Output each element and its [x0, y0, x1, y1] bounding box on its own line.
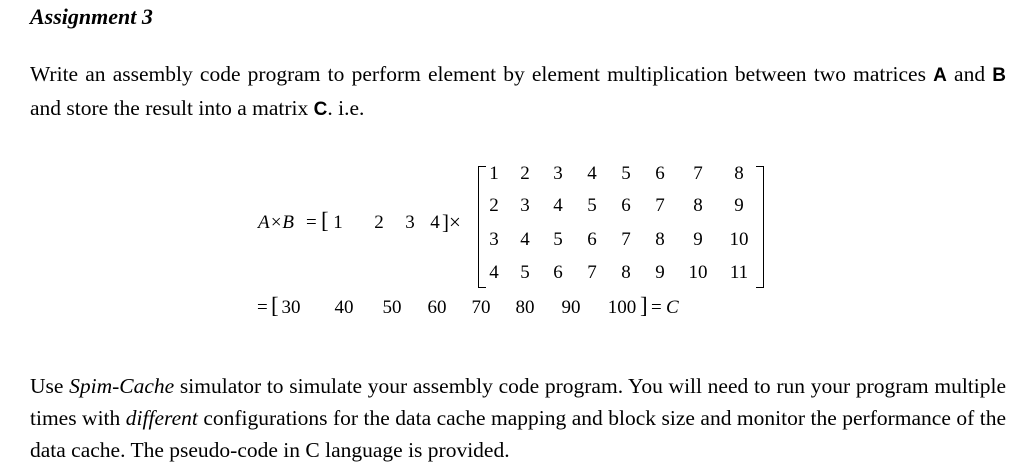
simulator-instructions: Use Spim-Cache simulator to simulate your assembly code program. You will need to run your program multiple times with different configurations for the data cache mapping and block size and monitor the performance of the data cache. The pseudo-code in C language is provided. — [30, 374, 1007, 462]
matrix-b-cell: 7 — [693, 163, 703, 184]
result-rhs: C — [666, 297, 679, 318]
result-item: 70 — [471, 297, 491, 318]
matrix-c-label: C — [313, 99, 328, 120]
vector-a-item: 4 — [430, 212, 440, 233]
matrix-b-cell: 9 — [693, 229, 703, 250]
result-item: 60 — [427, 297, 447, 318]
vector-a-item: 3 — [405, 212, 415, 233]
matrix-b-cell: 3 — [489, 229, 499, 250]
result-equals: = — [257, 297, 268, 318]
vector-a-item: 1 — [333, 212, 343, 233]
result-close-bracket: ] — [640, 293, 648, 318]
vector-a-open-bracket: [ — [321, 208, 329, 233]
matrix-b-cell: 5 — [587, 195, 597, 216]
matrix-b-cell: 9 — [734, 195, 744, 216]
emphasis-different: different — [125, 406, 198, 430]
matrix-b-cell: 7 — [621, 229, 631, 250]
matrix-b-cell: 11 — [729, 262, 749, 283]
matrix-b-cell: 8 — [621, 262, 631, 283]
matrix-b-cell: 4 — [489, 262, 499, 283]
assignment-title: Assignment 3 — [30, 4, 153, 29]
matrix-b-right-bracket — [756, 166, 764, 288]
result-item: 30 — [281, 297, 301, 318]
matrix-b-cell: 6 — [655, 163, 665, 184]
equation-lhs: A×B — [258, 212, 295, 233]
vector-a-close-times: ]× — [442, 210, 461, 234]
result-item: 90 — [561, 297, 581, 318]
matrix-b-cell: 10 — [729, 229, 749, 250]
result-item: 100 — [607, 297, 637, 318]
matrix-b-cell: 10 — [688, 262, 708, 283]
matrix-b-cell: 6 — [553, 262, 563, 283]
result-item: 40 — [334, 297, 354, 318]
matrix-b-cell: 6 — [621, 195, 631, 216]
result-item: 80 — [515, 297, 535, 318]
matrix-b-cell: 7 — [587, 262, 597, 283]
matrix-b-cell: 8 — [655, 229, 665, 250]
matrix-b-label: B — [992, 65, 1006, 86]
matrix-b-cell: 2 — [489, 195, 499, 216]
matrix-b-cell: 1 — [489, 163, 499, 184]
simulator-name: Spim-Cache — [69, 374, 175, 398]
matrix-b-cell: 4 — [520, 229, 530, 250]
matrix-b-cell: 4 — [587, 163, 597, 184]
matrix-b-cell: 8 — [734, 163, 744, 184]
equation-equals: = — [306, 212, 317, 233]
matrix-b-cell: 5 — [520, 262, 530, 283]
matrix-b-cell: 9 — [655, 262, 665, 283]
matrix-b-cell: 2 — [520, 163, 530, 184]
matrix-b-cell: 6 — [587, 229, 597, 250]
matrix-b-cell: 3 — [553, 163, 563, 184]
matrix-b-cell: 4 — [553, 195, 563, 216]
problem-statement: Write an assembly code program to perform element by element multiplication between two matrices A and B and store the result into a matrix C. i.e. — [30, 62, 1006, 120]
matrix-b-cell: 5 — [553, 229, 563, 250]
matrix-b-cell: 3 — [520, 195, 530, 216]
matrix-a-label: A — [933, 65, 947, 86]
vector-a-item: 2 — [374, 212, 384, 233]
matrix-b-cell: 8 — [693, 195, 703, 216]
result-rhs-equals: = — [651, 297, 662, 318]
result-open-bracket: [ — [271, 293, 279, 318]
matrix-b-cell: 5 — [621, 163, 631, 184]
matrix-b-cell: 7 — [655, 195, 665, 216]
result-item: 50 — [382, 297, 402, 318]
